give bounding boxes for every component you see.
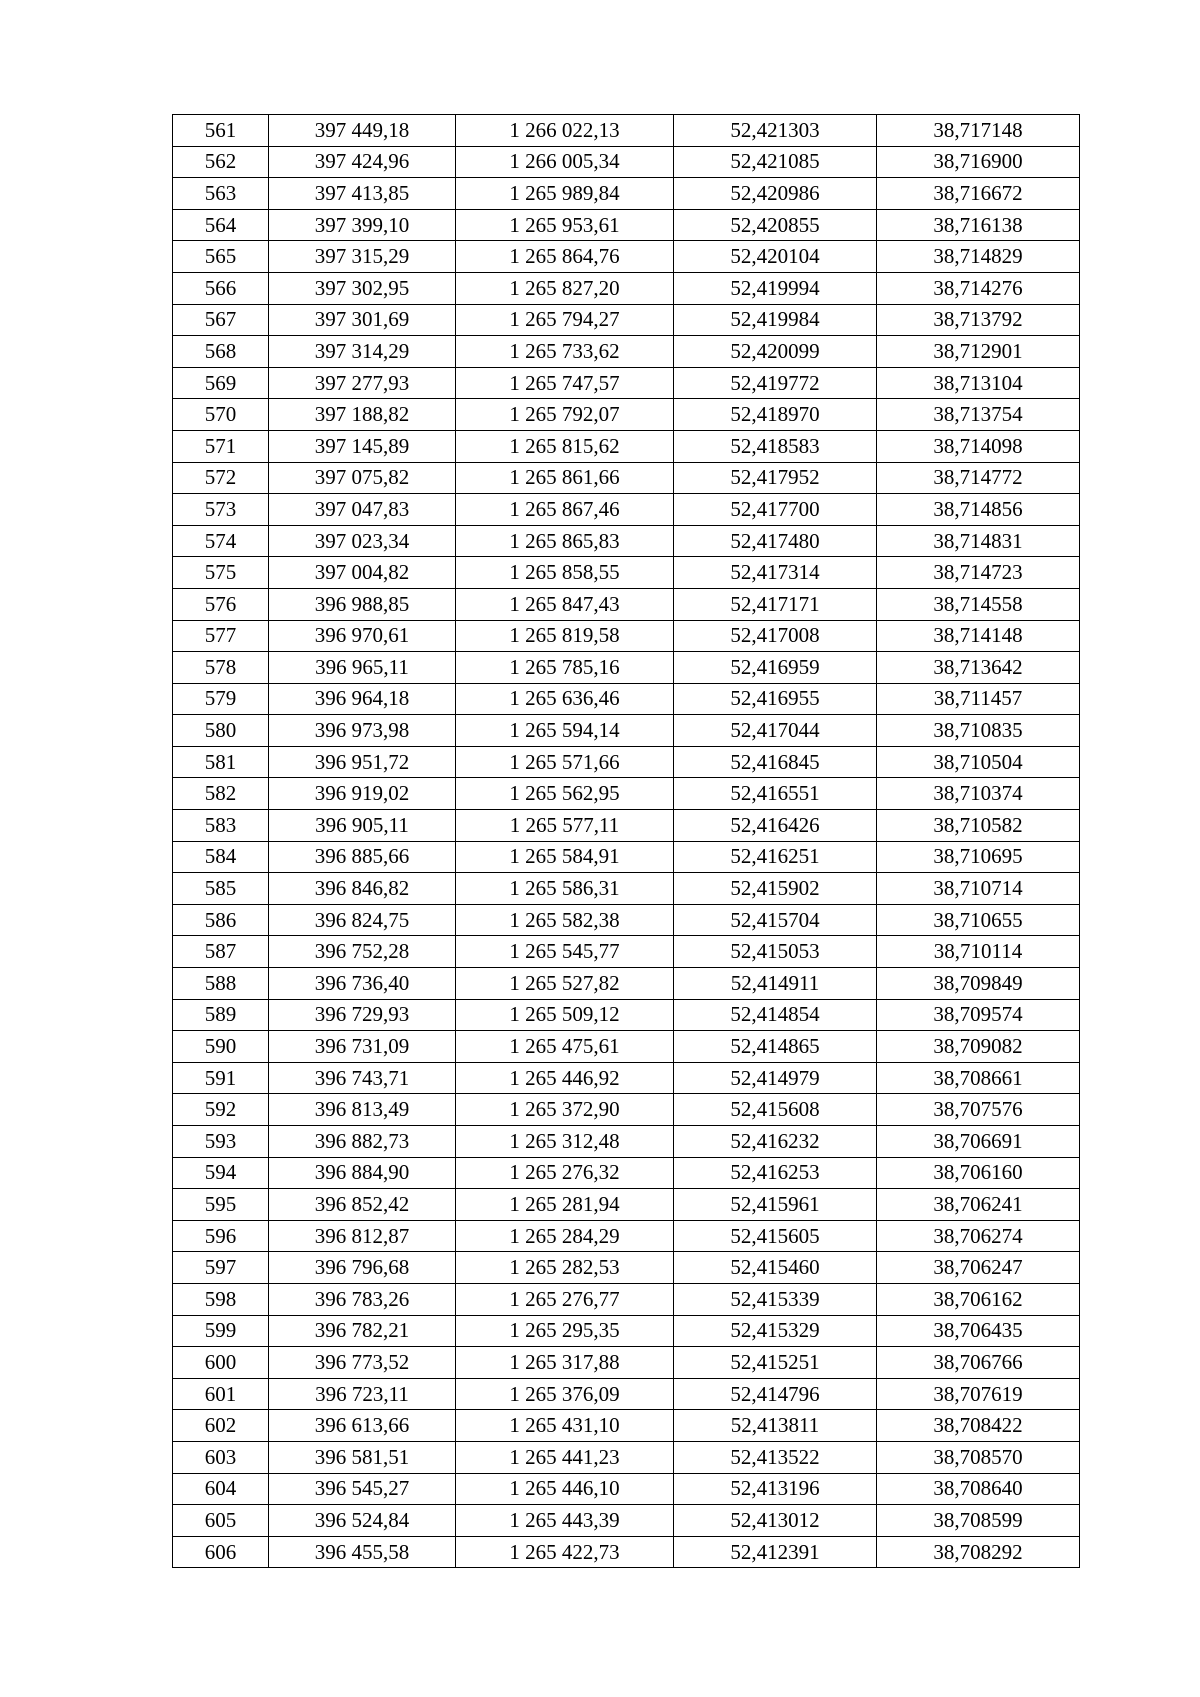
- y-coordinate-cell: 1 265 376,09: [456, 1378, 674, 1410]
- x-coordinate-cell: 397 413,85: [269, 178, 456, 210]
- x-coordinate-cell: 396 812,87: [269, 1220, 456, 1252]
- longitude-cell: 38,706247: [877, 1252, 1080, 1284]
- latitude-cell: 52,415608: [674, 1094, 877, 1126]
- x-coordinate-cell: 396 723,11: [269, 1378, 456, 1410]
- x-coordinate-cell: 396 813,49: [269, 1094, 456, 1126]
- longitude-cell: 38,713792: [877, 304, 1080, 336]
- point-number-cell: 582: [173, 778, 269, 810]
- y-coordinate-cell: 1 265 571,66: [456, 746, 674, 778]
- x-coordinate-cell: 396 919,02: [269, 778, 456, 810]
- table-row: [173, 1157, 1080, 1189]
- point-number-cell: 601: [173, 1378, 269, 1410]
- x-coordinate-cell: 397 301,69: [269, 304, 456, 336]
- coordinates-table-body: [173, 115, 1080, 1568]
- latitude-cell: 52,416251: [674, 841, 877, 873]
- table-row: [173, 652, 1080, 684]
- table-row: [173, 1536, 1080, 1568]
- y-coordinate-cell: 1 265 281,94: [456, 1189, 674, 1221]
- point-number-cell: 571: [173, 430, 269, 462]
- table-row: [173, 178, 1080, 210]
- point-number-cell: 566: [173, 272, 269, 304]
- point-number-cell: 605: [173, 1505, 269, 1537]
- latitude-cell: 52,420855: [674, 209, 877, 241]
- table-row: [173, 272, 1080, 304]
- x-coordinate-cell: 396 852,42: [269, 1189, 456, 1221]
- y-coordinate-cell: 1 265 864,76: [456, 241, 674, 273]
- latitude-cell: 52,421085: [674, 146, 877, 178]
- point-number-cell: 590: [173, 1031, 269, 1063]
- table-row: [173, 1126, 1080, 1158]
- y-coordinate-cell: 1 265 794,27: [456, 304, 674, 336]
- y-coordinate-cell: 1 265 847,43: [456, 588, 674, 620]
- x-coordinate-cell: 396 783,26: [269, 1283, 456, 1315]
- longitude-cell: 38,710655: [877, 904, 1080, 936]
- x-coordinate-cell: 396 773,52: [269, 1347, 456, 1379]
- y-coordinate-cell: 1 265 989,84: [456, 178, 674, 210]
- point-number-cell: 603: [173, 1441, 269, 1473]
- y-coordinate-cell: 1 265 509,12: [456, 999, 674, 1031]
- point-number-cell: 568: [173, 336, 269, 368]
- latitude-cell: 52,416959: [674, 652, 877, 684]
- x-coordinate-cell: 396 882,73: [269, 1126, 456, 1158]
- y-coordinate-cell: 1 265 562,95: [456, 778, 674, 810]
- latitude-cell: 52,414865: [674, 1031, 877, 1063]
- point-number-cell: 600: [173, 1347, 269, 1379]
- y-coordinate-cell: 1 265 443,39: [456, 1505, 674, 1537]
- latitude-cell: 52,416426: [674, 810, 877, 842]
- x-coordinate-cell: 396 973,98: [269, 715, 456, 747]
- longitude-cell: 38,709574: [877, 999, 1080, 1031]
- x-coordinate-cell: 397 314,29: [269, 336, 456, 368]
- longitude-cell: 38,710374: [877, 778, 1080, 810]
- x-coordinate-cell: 397 075,82: [269, 462, 456, 494]
- longitude-cell: 38,706274: [877, 1220, 1080, 1252]
- x-coordinate-cell: 396 970,61: [269, 620, 456, 652]
- point-number-cell: 588: [173, 968, 269, 1000]
- point-number-cell: 594: [173, 1157, 269, 1189]
- x-coordinate-cell: 396 885,66: [269, 841, 456, 873]
- y-coordinate-cell: 1 265 815,62: [456, 430, 674, 462]
- longitude-cell: 38,706691: [877, 1126, 1080, 1158]
- latitude-cell: 52,417700: [674, 494, 877, 526]
- latitude-cell: 52,416253: [674, 1157, 877, 1189]
- longitude-cell: 38,714723: [877, 557, 1080, 589]
- y-coordinate-cell: 1 265 858,55: [456, 557, 674, 589]
- y-coordinate-cell: 1 265 372,90: [456, 1094, 674, 1126]
- latitude-cell: 52,420986: [674, 178, 877, 210]
- latitude-cell: 52,417480: [674, 525, 877, 557]
- point-number-cell: 563: [173, 178, 269, 210]
- point-number-cell: 598: [173, 1283, 269, 1315]
- x-coordinate-cell: 396 613,66: [269, 1410, 456, 1442]
- y-coordinate-cell: 1 265 586,31: [456, 873, 674, 905]
- latitude-cell: 52,414796: [674, 1378, 877, 1410]
- latitude-cell: 52,413811: [674, 1410, 877, 1442]
- longitude-cell: 38,710695: [877, 841, 1080, 873]
- table-row: [173, 620, 1080, 652]
- table-row: [173, 115, 1080, 147]
- point-number-cell: 596: [173, 1220, 269, 1252]
- longitude-cell: 38,717148: [877, 115, 1080, 147]
- latitude-cell: 52,417044: [674, 715, 877, 747]
- point-number-cell: 567: [173, 304, 269, 336]
- table-row: [173, 1441, 1080, 1473]
- point-number-cell: 606: [173, 1536, 269, 1568]
- table-row: [173, 336, 1080, 368]
- y-coordinate-cell: 1 265 819,58: [456, 620, 674, 652]
- longitude-cell: 38,714148: [877, 620, 1080, 652]
- point-number-cell: 572: [173, 462, 269, 494]
- latitude-cell: 52,414911: [674, 968, 877, 1000]
- x-coordinate-cell: 396 743,71: [269, 1062, 456, 1094]
- y-coordinate-cell: 1 265 584,91: [456, 841, 674, 873]
- latitude-cell: 52,419984: [674, 304, 877, 336]
- latitude-cell: 52,415329: [674, 1315, 877, 1347]
- point-number-cell: 586: [173, 904, 269, 936]
- longitude-cell: 38,714558: [877, 588, 1080, 620]
- x-coordinate-cell: 396 731,09: [269, 1031, 456, 1063]
- table-row: [173, 304, 1080, 336]
- y-coordinate-cell: 1 265 582,38: [456, 904, 674, 936]
- latitude-cell: 52,415704: [674, 904, 877, 936]
- x-coordinate-cell: 397 399,10: [269, 209, 456, 241]
- latitude-cell: 52,413012: [674, 1505, 877, 1537]
- y-coordinate-cell: 1 265 282,53: [456, 1252, 674, 1284]
- table-row: [173, 430, 1080, 462]
- table-row: [173, 209, 1080, 241]
- x-coordinate-cell: 397 315,29: [269, 241, 456, 273]
- longitude-cell: 38,710582: [877, 810, 1080, 842]
- latitude-cell: 52,419994: [674, 272, 877, 304]
- point-number-cell: 565: [173, 241, 269, 273]
- table-row: [173, 462, 1080, 494]
- longitude-cell: 38,708422: [877, 1410, 1080, 1442]
- x-coordinate-cell: 397 302,95: [269, 272, 456, 304]
- latitude-cell: 52,415460: [674, 1252, 877, 1284]
- longitude-cell: 38,716900: [877, 146, 1080, 178]
- longitude-cell: 38,706435: [877, 1315, 1080, 1347]
- point-number-cell: 580: [173, 715, 269, 747]
- y-coordinate-cell: 1 265 747,57: [456, 367, 674, 399]
- x-coordinate-cell: 396 884,90: [269, 1157, 456, 1189]
- point-number-cell: 593: [173, 1126, 269, 1158]
- point-number-cell: 602: [173, 1410, 269, 1442]
- point-number-cell: 576: [173, 588, 269, 620]
- longitude-cell: 38,706766: [877, 1347, 1080, 1379]
- y-coordinate-cell: 1 265 867,46: [456, 494, 674, 526]
- table-row: [173, 999, 1080, 1031]
- longitude-cell: 38,714098: [877, 430, 1080, 462]
- point-number-cell: 561: [173, 115, 269, 147]
- table-row: [173, 367, 1080, 399]
- x-coordinate-cell: 396 964,18: [269, 683, 456, 715]
- table-row: [173, 746, 1080, 778]
- table-row: [173, 936, 1080, 968]
- longitude-cell: 38,716138: [877, 209, 1080, 241]
- y-coordinate-cell: 1 265 276,32: [456, 1157, 674, 1189]
- point-number-cell: 585: [173, 873, 269, 905]
- table-row: [173, 873, 1080, 905]
- longitude-cell: 38,710504: [877, 746, 1080, 778]
- longitude-cell: 38,710714: [877, 873, 1080, 905]
- longitude-cell: 38,706241: [877, 1189, 1080, 1221]
- table-row: [173, 1315, 1080, 1347]
- latitude-cell: 52,414979: [674, 1062, 877, 1094]
- table-row: [173, 683, 1080, 715]
- latitude-cell: 52,414854: [674, 999, 877, 1031]
- y-coordinate-cell: 1 265 594,14: [456, 715, 674, 747]
- table-row: [173, 525, 1080, 557]
- latitude-cell: 52,415902: [674, 873, 877, 905]
- latitude-cell: 52,416845: [674, 746, 877, 778]
- latitude-cell: 52,420104: [674, 241, 877, 273]
- y-coordinate-cell: 1 265 441,23: [456, 1441, 674, 1473]
- table-row: [173, 715, 1080, 747]
- latitude-cell: 52,421303: [674, 115, 877, 147]
- longitude-cell: 38,716672: [877, 178, 1080, 210]
- table-row: [173, 241, 1080, 273]
- table-row: [173, 399, 1080, 431]
- x-coordinate-cell: 396 988,85: [269, 588, 456, 620]
- table-row: [173, 1189, 1080, 1221]
- point-number-cell: 579: [173, 683, 269, 715]
- y-coordinate-cell: 1 265 446,92: [456, 1062, 674, 1094]
- y-coordinate-cell: 1 265 953,61: [456, 209, 674, 241]
- latitude-cell: 52,420099: [674, 336, 877, 368]
- y-coordinate-cell: 1 266 022,13: [456, 115, 674, 147]
- y-coordinate-cell: 1 265 422,73: [456, 1536, 674, 1568]
- x-coordinate-cell: 397 277,93: [269, 367, 456, 399]
- y-coordinate-cell: 1 265 577,11: [456, 810, 674, 842]
- x-coordinate-cell: 396 796,68: [269, 1252, 456, 1284]
- latitude-cell: 52,413522: [674, 1441, 877, 1473]
- longitude-cell: 38,714276: [877, 272, 1080, 304]
- table-row: [173, 1347, 1080, 1379]
- x-coordinate-cell: 396 545,27: [269, 1473, 456, 1505]
- x-coordinate-cell: 396 581,51: [269, 1441, 456, 1473]
- y-coordinate-cell: 1 265 861,66: [456, 462, 674, 494]
- table-row: [173, 1473, 1080, 1505]
- longitude-cell: 38,707576: [877, 1094, 1080, 1126]
- y-coordinate-cell: 1 265 792,07: [456, 399, 674, 431]
- point-number-cell: 577: [173, 620, 269, 652]
- x-coordinate-cell: 396 951,72: [269, 746, 456, 778]
- point-number-cell: 564: [173, 209, 269, 241]
- latitude-cell: 52,412391: [674, 1536, 877, 1568]
- point-number-cell: 583: [173, 810, 269, 842]
- y-coordinate-cell: 1 265 317,88: [456, 1347, 674, 1379]
- y-coordinate-cell: 1 265 446,10: [456, 1473, 674, 1505]
- x-coordinate-cell: 396 455,58: [269, 1536, 456, 1568]
- longitude-cell: 38,714829: [877, 241, 1080, 273]
- x-coordinate-cell: 397 047,83: [269, 494, 456, 526]
- point-number-cell: 587: [173, 936, 269, 968]
- point-number-cell: 604: [173, 1473, 269, 1505]
- x-coordinate-cell: 396 824,75: [269, 904, 456, 936]
- longitude-cell: 38,709849: [877, 968, 1080, 1000]
- point-number-cell: 599: [173, 1315, 269, 1347]
- latitude-cell: 52,418970: [674, 399, 877, 431]
- y-coordinate-cell: 1 265 865,83: [456, 525, 674, 557]
- table-row: [173, 557, 1080, 589]
- latitude-cell: 52,419772: [674, 367, 877, 399]
- latitude-cell: 52,415053: [674, 936, 877, 968]
- latitude-cell: 52,416955: [674, 683, 877, 715]
- point-number-cell: 573: [173, 494, 269, 526]
- point-number-cell: 570: [173, 399, 269, 431]
- point-number-cell: 578: [173, 652, 269, 684]
- table-row: [173, 146, 1080, 178]
- table-row: [173, 1220, 1080, 1252]
- longitude-cell: 38,706160: [877, 1157, 1080, 1189]
- table-row: [173, 841, 1080, 873]
- point-number-cell: 581: [173, 746, 269, 778]
- y-coordinate-cell: 1 265 312,48: [456, 1126, 674, 1158]
- longitude-cell: 38,708292: [877, 1536, 1080, 1568]
- x-coordinate-cell: 397 424,96: [269, 146, 456, 178]
- table-row: [173, 1410, 1080, 1442]
- latitude-cell: 52,416551: [674, 778, 877, 810]
- longitude-cell: 38,713754: [877, 399, 1080, 431]
- point-number-cell: 589: [173, 999, 269, 1031]
- point-number-cell: 595: [173, 1189, 269, 1221]
- longitude-cell: 38,714831: [877, 525, 1080, 557]
- table-row: [173, 1505, 1080, 1537]
- y-coordinate-cell: 1 266 005,34: [456, 146, 674, 178]
- latitude-cell: 52,415339: [674, 1283, 877, 1315]
- point-number-cell: 575: [173, 557, 269, 589]
- latitude-cell: 52,417171: [674, 588, 877, 620]
- table-row: [173, 904, 1080, 936]
- y-coordinate-cell: 1 265 284,29: [456, 1220, 674, 1252]
- latitude-cell: 52,413196: [674, 1473, 877, 1505]
- y-coordinate-cell: 1 265 636,46: [456, 683, 674, 715]
- x-coordinate-cell: 396 736,40: [269, 968, 456, 1000]
- x-coordinate-cell: 396 905,11: [269, 810, 456, 842]
- table-row: [173, 1283, 1080, 1315]
- longitude-cell: 38,708640: [877, 1473, 1080, 1505]
- y-coordinate-cell: 1 265 295,35: [456, 1315, 674, 1347]
- x-coordinate-cell: 397 188,82: [269, 399, 456, 431]
- longitude-cell: 38,711457: [877, 683, 1080, 715]
- table-row: [173, 588, 1080, 620]
- table-row: [173, 1252, 1080, 1284]
- x-coordinate-cell: 397 449,18: [269, 115, 456, 147]
- y-coordinate-cell: 1 265 827,20: [456, 272, 674, 304]
- table-row: [173, 494, 1080, 526]
- longitude-cell: 38,708570: [877, 1441, 1080, 1473]
- longitude-cell: 38,706162: [877, 1283, 1080, 1315]
- x-coordinate-cell: 396 729,93: [269, 999, 456, 1031]
- point-number-cell: 592: [173, 1094, 269, 1126]
- y-coordinate-cell: 1 265 527,82: [456, 968, 674, 1000]
- y-coordinate-cell: 1 265 733,62: [456, 336, 674, 368]
- y-coordinate-cell: 1 265 545,77: [456, 936, 674, 968]
- longitude-cell: 38,707619: [877, 1378, 1080, 1410]
- point-number-cell: 574: [173, 525, 269, 557]
- longitude-cell: 38,710835: [877, 715, 1080, 747]
- latitude-cell: 52,417952: [674, 462, 877, 494]
- x-coordinate-cell: 396 752,28: [269, 936, 456, 968]
- longitude-cell: 38,713104: [877, 367, 1080, 399]
- point-number-cell: 584: [173, 841, 269, 873]
- point-number-cell: 569: [173, 367, 269, 399]
- x-coordinate-cell: 396 846,82: [269, 873, 456, 905]
- latitude-cell: 52,417314: [674, 557, 877, 589]
- coordinates-table: [172, 114, 1080, 1568]
- longitude-cell: 38,714856: [877, 494, 1080, 526]
- longitude-cell: 38,708599: [877, 1505, 1080, 1537]
- longitude-cell: 38,708661: [877, 1062, 1080, 1094]
- table-row: [173, 810, 1080, 842]
- point-number-cell: 591: [173, 1062, 269, 1094]
- x-coordinate-cell: 396 782,21: [269, 1315, 456, 1347]
- longitude-cell: 38,712901: [877, 336, 1080, 368]
- table-row: [173, 1094, 1080, 1126]
- x-coordinate-cell: 397 145,89: [269, 430, 456, 462]
- latitude-cell: 52,417008: [674, 620, 877, 652]
- longitude-cell: 38,713642: [877, 652, 1080, 684]
- y-coordinate-cell: 1 265 276,77: [456, 1283, 674, 1315]
- y-coordinate-cell: 1 265 431,10: [456, 1410, 674, 1442]
- point-number-cell: 597: [173, 1252, 269, 1284]
- longitude-cell: 38,714772: [877, 462, 1080, 494]
- latitude-cell: 52,415251: [674, 1347, 877, 1379]
- latitude-cell: 52,418583: [674, 430, 877, 462]
- longitude-cell: 38,709082: [877, 1031, 1080, 1063]
- table-row: [173, 778, 1080, 810]
- longitude-cell: 38,710114: [877, 936, 1080, 968]
- y-coordinate-cell: 1 265 785,16: [456, 652, 674, 684]
- table-row: [173, 1031, 1080, 1063]
- y-coordinate-cell: 1 265 475,61: [456, 1031, 674, 1063]
- latitude-cell: 52,416232: [674, 1126, 877, 1158]
- x-coordinate-cell: 396 524,84: [269, 1505, 456, 1537]
- x-coordinate-cell: 396 965,11: [269, 652, 456, 684]
- latitude-cell: 52,415961: [674, 1189, 877, 1221]
- table-row: [173, 1062, 1080, 1094]
- table-row: [173, 968, 1080, 1000]
- table-row: [173, 1378, 1080, 1410]
- x-coordinate-cell: 397 004,82: [269, 557, 456, 589]
- point-number-cell: 562: [173, 146, 269, 178]
- x-coordinate-cell: 397 023,34: [269, 525, 456, 557]
- latitude-cell: 52,415605: [674, 1220, 877, 1252]
